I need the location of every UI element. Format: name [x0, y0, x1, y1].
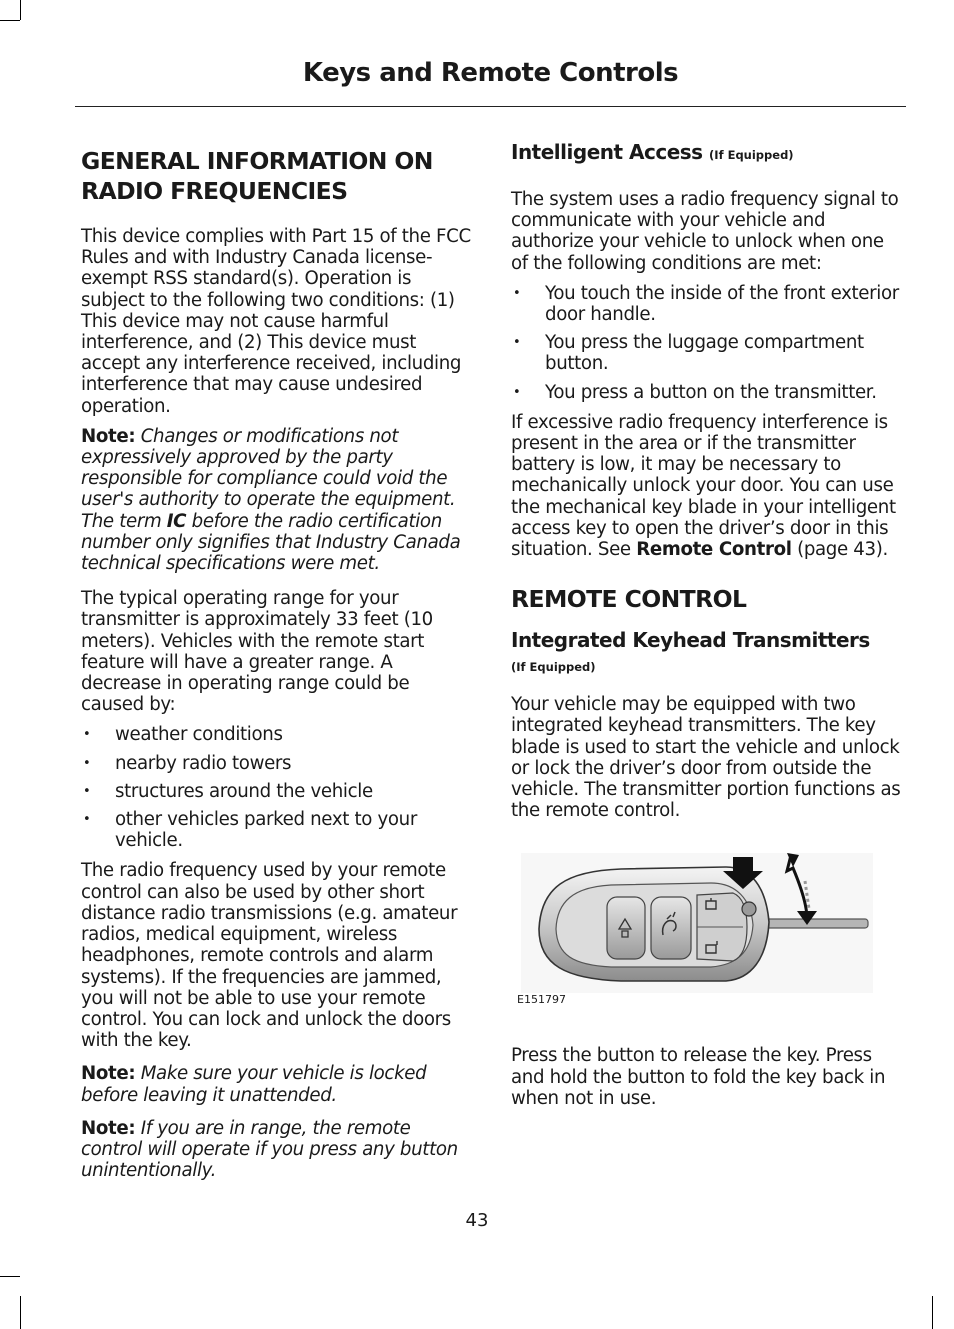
list-item: • other vehicles parked next to your vehicle.	[81, 809, 473, 851]
crop-mark	[20, 0, 21, 20]
note-in-range	[81, 1118, 473, 1182]
crop-mark	[20, 1296, 21, 1329]
crop-mark	[0, 20, 20, 21]
paragraph-fcc-compliance: This device complies with Part 15 of the FCC Rules and with Industry Canada license-exempt RSS standard(s). Operation is subject to the following two conditions: (1) This device may not cause harmful interference, and (2) This device must accept any interference received, including interference that may cause undesired operation.	[81, 226, 471, 417]
paragraph-keyhead-transmitters: Your vehicle may be equipped with two integrated keyhead transmitters. The key blade is used to start the vehicle and unlock or lock the driver’s door from outside the vehicle. The transmitter portion functions as the remote control.	[511, 694, 901, 822]
left-column	[81, 140, 473, 1190]
key-fob-icon	[511, 847, 903, 997]
heading-text: Intelligent Access	[511, 140, 703, 164]
cross-reference-link[interactable]: Remote Control	[636, 539, 792, 561]
section-heading-remote-control: REMOTE CONTROL	[511, 585, 747, 614]
paragraph-frequency-sharing: The radio frequency used by your remote control can also be used by other short distance radio transmissions (e.g. amateur radios, medical equipment, wireless headphones, remote controls and alarm systems). If the frequencies are jammed, you will not be able to use your remote control. You can lock and unlock the doors with the key.	[81, 860, 458, 1052]
subheading-keyhead-transmitters: Integrated Keyhead Transmitters	[511, 628, 870, 653]
header-divider	[75, 106, 906, 107]
page-reference: (page 43).	[791, 539, 888, 561]
note-label: Note:	[81, 1117, 136, 1139]
page-title: Keys and Remote Controls	[302, 58, 679, 88]
list-item: • weather conditions	[81, 724, 473, 745]
list-item: • You touch the inside of the front exterior door handle.	[511, 283, 903, 325]
note-locked	[81, 1063, 473, 1105]
paragraph-intelligent-access: The system uses a radio frequency signal to communicate with your vehicle and authorize your vehicle to unlock when one of the following conditions are met:	[511, 189, 899, 274]
note-text: Changes or modifications not expressively approved by the party responsible for compliance could void the user's authority to operate the equipment. The term	[81, 425, 456, 532]
note-modifications	[81, 426, 473, 574]
note-label: Note:	[81, 425, 136, 447]
figure-id: E151797	[517, 993, 566, 1007]
note-ic-term: IC	[166, 510, 187, 532]
paragraph-operating-range: The typical operating range for your transmitter is approximately 33 feet (10 meters). Vehicles with the remote start feature will have a greater range. A decrease in operating range could be caused by:	[81, 588, 433, 716]
crop-mark	[0, 1276, 20, 1277]
list-item: • structures around the vehicle	[81, 781, 473, 802]
note-text: before the radio certification number only signifies that Industry Canada technical specifications were met.	[81, 510, 461, 575]
paragraph-interference	[511, 412, 903, 560]
right-column	[511, 140, 903, 1118]
if-equipped-label: (If Equipped)	[709, 148, 794, 162]
range-factors-list	[81, 724, 473, 851]
section-heading-intelligent-access	[511, 140, 903, 167]
crop-mark	[932, 1296, 933, 1329]
key-fob-illustration	[511, 847, 903, 1027]
paragraph-release-key: Press the button to release the key. Press and hold the button to fold the key back in when not in use.	[511, 1045, 886, 1109]
list-item: • You press the luggage compartment button.	[511, 332, 903, 374]
if-equipped-label: (If Equipped)	[511, 660, 596, 675]
note-text: If you are in range, the remote control will operate if you press any button unintentionally.	[81, 1117, 458, 1182]
paragraph-text: If excessive radio frequency interference is present in the area or if the transmitter battery is low, it may be necessary to mechanically unlock your door. You can use the mechanical key blade in your intelligent access key to open the driver’s door in this situation. See	[511, 411, 896, 561]
unlock-conditions-list	[511, 283, 903, 403]
list-item: • nearby radio towers	[81, 753, 473, 774]
page-number: 43	[465, 1210, 489, 1231]
section-heading-radio-frequencies: GENERAL INFORMATION ON RADIO FREQUENCIES	[81, 147, 433, 205]
note-text: Make sure your vehicle is locked before leaving it unattended.	[81, 1063, 427, 1106]
list-item: • You press a button on the transmitter.	[511, 382, 903, 403]
note-label: Note:	[81, 1063, 136, 1085]
